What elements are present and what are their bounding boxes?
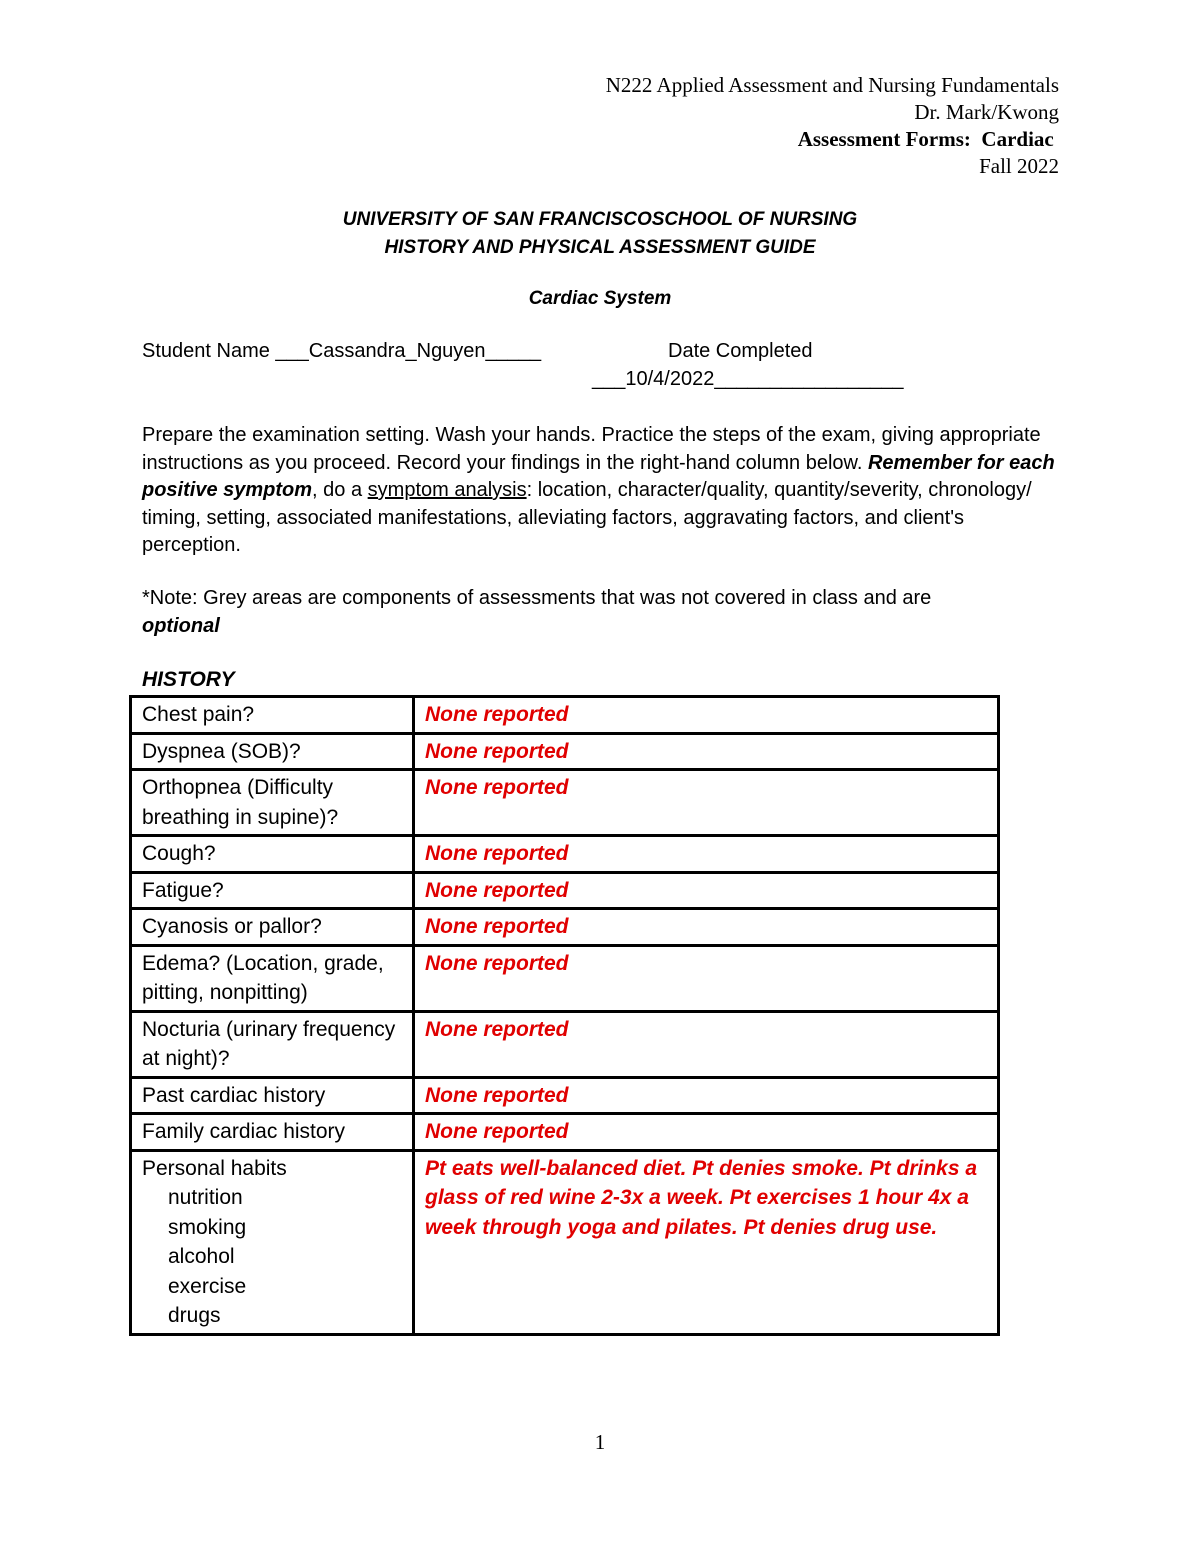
question-cell: Edema? (Location, grade, pitting, nonpitting) <box>131 945 414 1011</box>
question-cell: Cyanosis or pallor? <box>131 909 414 946</box>
table-row <box>131 909 999 946</box>
answer-cell: None reported <box>414 1114 999 1151</box>
form-value: Cardiac <box>981 127 1054 151</box>
table-row <box>131 1114 999 1151</box>
table-row <box>131 945 999 1011</box>
table-row <box>131 733 999 770</box>
course-title: N222 Applied Assessment and Nursing Fundamentals <box>605 73 1059 97</box>
answer-cell: None reported <box>414 909 999 946</box>
question-cell: Chest pain? <box>131 697 414 734</box>
habit-item: exercise <box>168 1274 247 1298</box>
question-cell: Dyspnea (SOB)? <box>131 733 414 770</box>
answer-cell: None reported <box>414 872 999 909</box>
page-number: 1 <box>594 1430 606 1454</box>
table-row <box>131 1011 999 1077</box>
habit-item: nutrition <box>168 1186 243 1209</box>
answer-cell: None reported <box>414 945 999 1011</box>
section-subtitle: Cardiac System <box>528 288 672 309</box>
title-line-1: UNIVERSITY OF SAN FRANCISCOSCHOOL OF NURSING <box>342 209 858 230</box>
date-completed-label: Date Completed <box>668 340 813 362</box>
habit-item: alcohol <box>168 1245 235 1268</box>
answer-cell: None reported <box>414 697 999 734</box>
table-row <box>131 770 999 836</box>
note-text: *Note: Grey areas are components of assessments that was not covered in class and are <box>142 587 932 609</box>
personal-habits-cell <box>131 1150 414 1334</box>
instructions-text-2: , do a <box>312 479 368 501</box>
question-cell: Fatigue? <box>131 872 414 909</box>
history-heading: HISTORY <box>142 668 235 691</box>
habit-item: drugs <box>168 1304 221 1327</box>
answer-cell: None reported <box>414 1011 999 1077</box>
document-title <box>0 206 1200 262</box>
student-name: Student Name ___Cassandra_Nguyen_____ <box>142 340 542 362</box>
form-label: Assessment Forms: <box>797 127 971 151</box>
note-emphasis: optional <box>142 615 220 637</box>
instructor-name: Dr. Mark/Kwong <box>914 100 1059 124</box>
instructions-paragraph <box>142 422 1062 560</box>
question-cell: Family cardiac history <box>131 1114 414 1151</box>
personal-habits-label: Personal habits <box>142 1156 287 1180</box>
habit-item: smoking <box>168 1215 247 1239</box>
personal-habits-answer: Pt eats well-balanced diet. Pt denies smoke. Pt drinks a glass of red wine 2-3x a week. Pt exercises 1 hour 4x a week through yoga and pilates. Pt denies drug use. <box>414 1150 999 1334</box>
title-line-2: HISTORY AND PHYSICAL ASSESSMENT GUIDE <box>384 237 816 258</box>
date-completed-value: ___10/4/2022_________________ <box>592 368 904 390</box>
symptom-analysis-link: symptom analysis <box>367 479 527 501</box>
table-row <box>131 836 999 873</box>
table-row <box>131 1077 999 1114</box>
instructions-text: Prepare the examination setting. Wash your hands. Practice the steps of the exam, giving appropriate instructions as you proceed. Record your findings in the right-hand column below. <box>142 424 1041 474</box>
question-cell: Cough? <box>131 836 414 873</box>
table-row <box>131 1150 999 1334</box>
table-row <box>131 872 999 909</box>
answer-cell: None reported <box>414 1077 999 1114</box>
instructions-text-3: : location, character/quality, quantity/severity, chronology/ timing, setting, associated manifestations, alleviating factors, aggravating factors, and client's perception. <box>142 479 1032 556</box>
instructions-emphasis: Remember for each positive symptom <box>142 451 1055 501</box>
answer-cell: None reported <box>414 733 999 770</box>
question-cell: Past cardiac history <box>131 1077 414 1114</box>
question-cell: Orthopnea (Difficulty breathing in supine)? <box>131 770 414 836</box>
note-paragraph <box>142 584 1042 640</box>
history-table-body <box>131 697 999 1335</box>
document-header <box>606 72 1059 180</box>
answer-cell: None reported <box>414 770 999 836</box>
question-cell: Nocturia (urinary frequency at night)? <box>131 1011 414 1077</box>
term: Fall 2022 <box>979 154 1059 178</box>
form-type <box>606 126 1059 153</box>
answer-cell: None reported <box>414 836 999 873</box>
table-row <box>131 697 999 734</box>
history-table <box>129 695 1000 1336</box>
